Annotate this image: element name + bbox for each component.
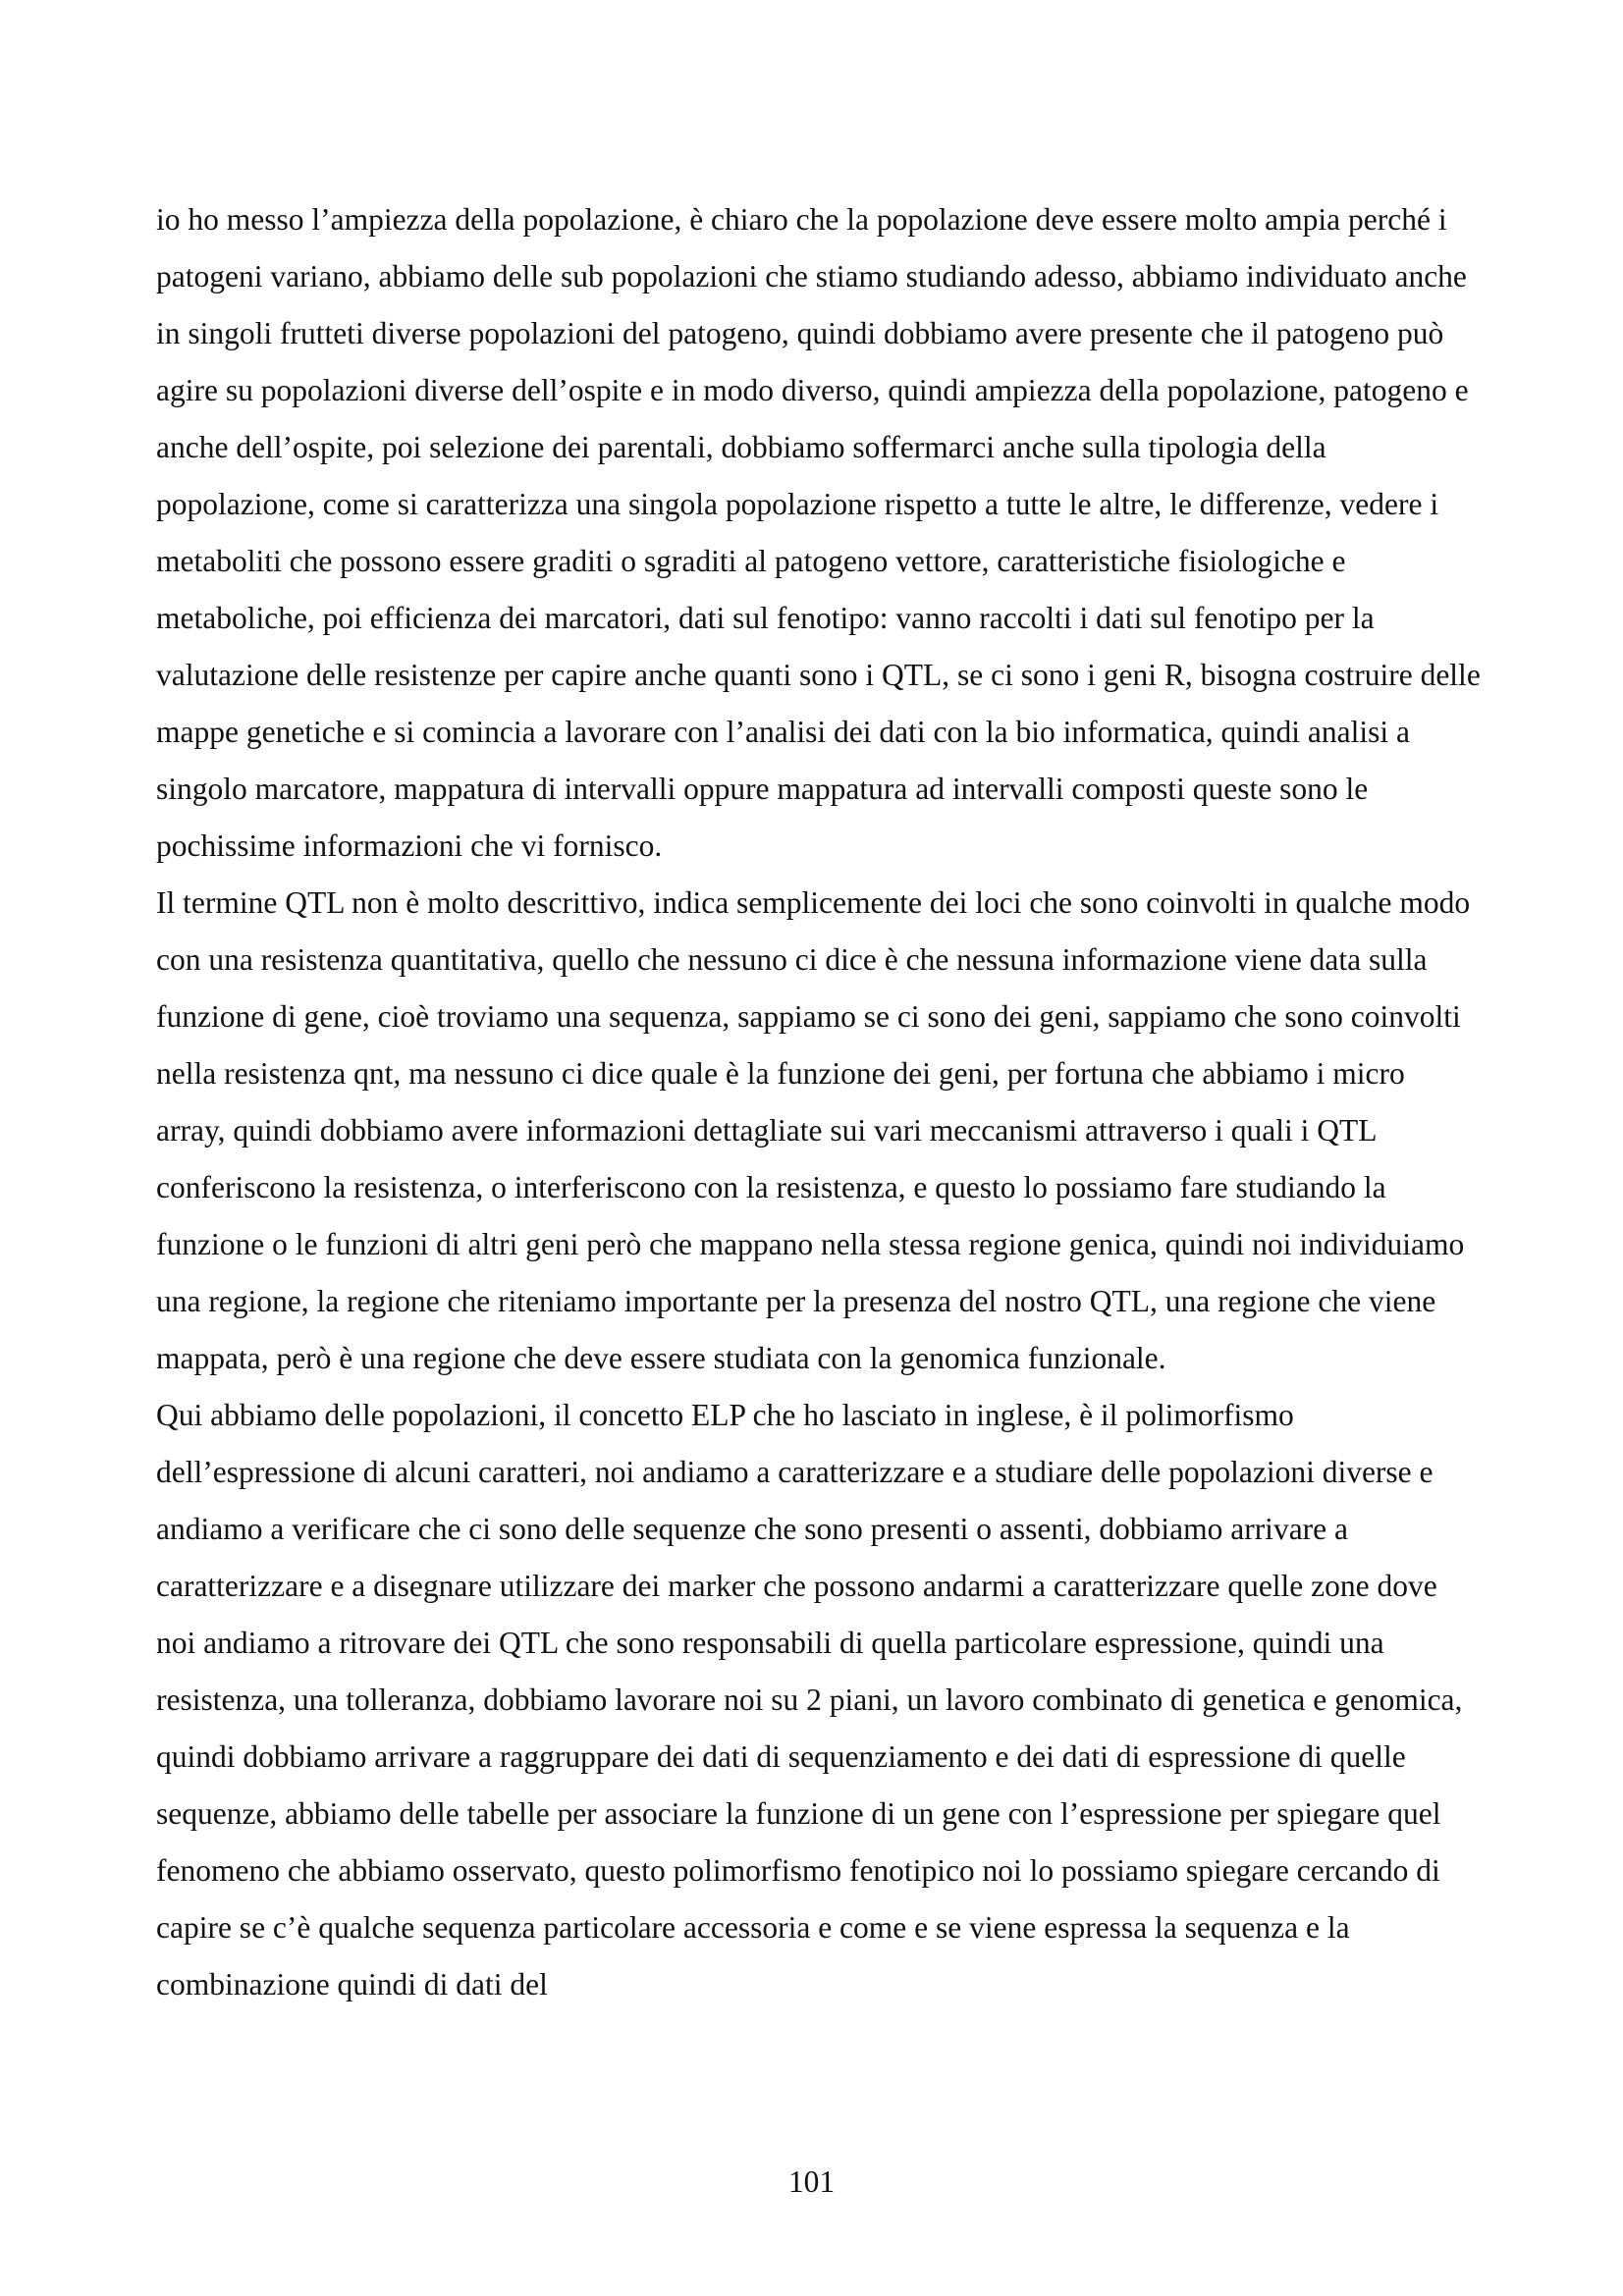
paragraph-1: io ho messo l’ampiezza della popolazione, è chiaro che la popolazione deve essere molto ampia perché i patogeni variano, abbiamo delle sub popolazioni che stiamo studiando adesso, abbiamo individuato anche in singoli frutteti diverse popolazioni del patogeno, quindi dobbiamo avere presente che il patogeno può agire su popolazioni diverse dell’ospite e in modo diverso, quindi ampiezza della popolazione, patogeno e anche dell’ospite, poi selezione dei parentali, dobbiamo soffermarci anche sulla tipologia della popolazione, come si caratterizza una singola popolazione rispetto a tutte le altre, le differenze, vedere i metaboliti che possono essere graditi o sgraditi al patogeno vettore, caratteristiche fisiologiche e metaboliche, poi efficienza dei marcatori, dati sul fenotipo: vanno raccolti i dati sul fenotipo per la valutazione delle resistenze per capire anche quanti sono i QTL, se ci sono i geni R, bisogna costruire delle mappe genetiche e si comincia a lavorare con l’analisi dei dati con la bio informatica, quindi analisi a singolo marcatore, mappatura di intervalli oppure mappatura ad intervalli composti queste sono le pochissime informazioni che vi fornisco. [156,202,1481,863]
paragraph-2: Il termine QTL non è molto descrittivo, indica semplicemente dei loci che sono coinvolti in qualche modo con una resistenza quantitativa, quello che nessuno ci dice è che nessuna informazione viene data sulla funzione di gene, cioè troviamo una sequenza, sappiamo se ci sono dei geni, sappiamo che sono coinvolti nella resistenza qnt, ma nessuno ci dice quale è la funzione dei geni, per fortuna che abbiamo i micro array, quindi dobbiamo avere informazioni dettagliate sui vari meccanismi attraverso i quali i QTL conferiscono la resistenza, o interferiscono con la resistenza, e questo lo possiamo fare studiando la funzione o le funzioni di altri geni però che mappano nella stessa regione genica, quindi noi individuiamo una regione, la regione che riteniamo importante per la presenza del nostro QTL, una regione che viene mappata, però è una regione che deve essere studiata con la genomica funzionale. [156,885,1471,1375]
paragraph-3: Qui abbiamo delle popolazioni, il concetto ELP che ho lasciato in inglese, è il polimorfismo dell’espressione di alcuni caratteri, noi andiamo a caratterizzare e a studiare delle popolazioni diverse e andiamo a verificare che ci sono delle sequenze che sono presenti o assenti, dobbiamo arrivare a caratterizzare e a disegnare utilizzare dei marker che possono andarmi a caratterizzare quelle zone dove noi andiamo a ritrovare dei QTL che sono responsabili di quella particolare espressione, quindi una resistenza, una tolleranza, dobbiamo lavorare noi su 2 piani, un lavoro combinato di genetica e genomica, quindi dobbiamo arrivare a raggruppare dei dati di sequenziamento e dei dati di espressione di quelle sequenze, abbiamo delle tabelle per associare la funzione di un gene con l’espressione per spiegare quel fenomeno che abbiamo osservato, questo polimorfismo fenotipico noi lo possiamo spiegare cercando di capire se c’è qualche sequenza particolare accessoria e come e se viene espressa la sequenza e la combinazione quindi di dati del [156,1398,1463,2002]
body-text [156,191,1482,2013]
page-number: 101 [787,2164,836,2199]
